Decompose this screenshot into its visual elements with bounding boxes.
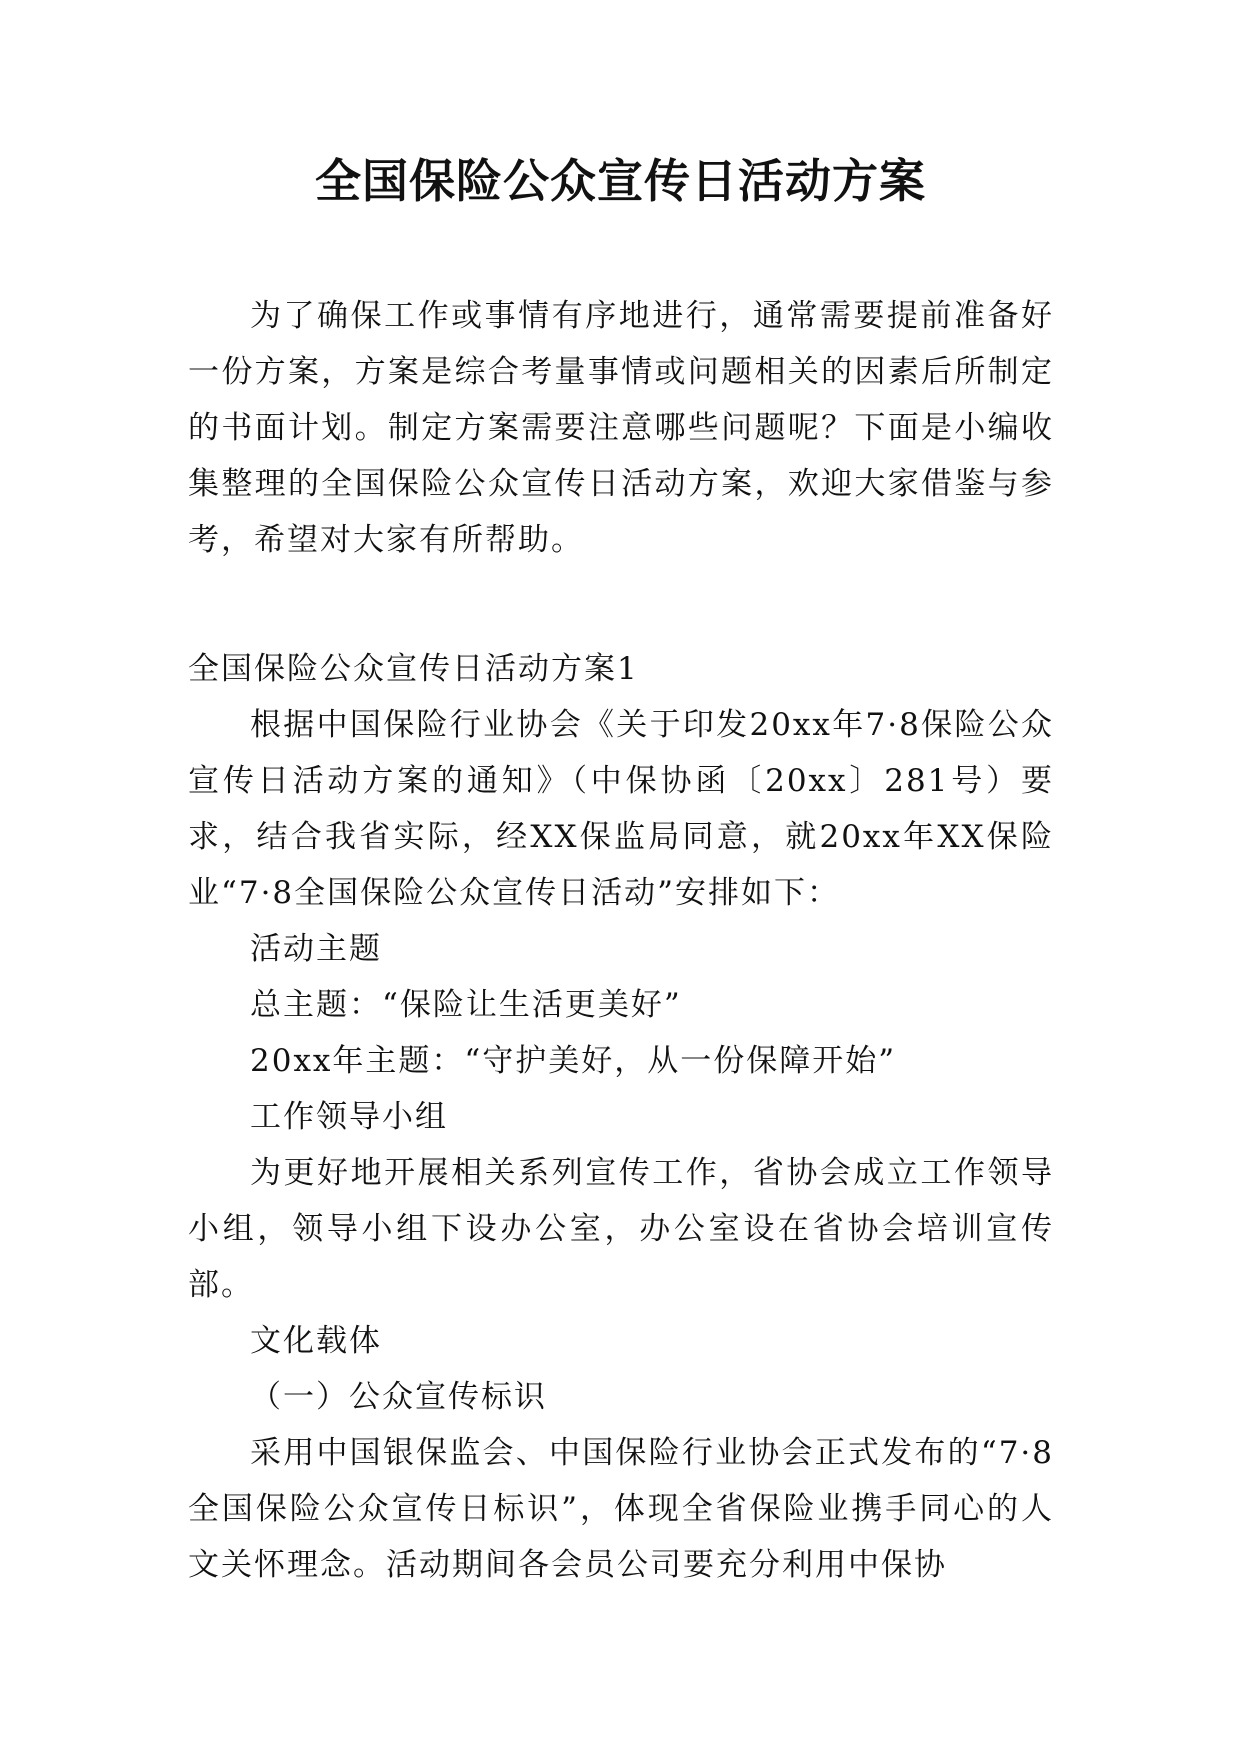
- annual-theme: 20xx年主题：“守护美好，从一份保障开始”: [250, 1043, 897, 1079]
- document-title: 全国保险公众宣传日活动方案: [315, 154, 926, 208]
- general-theme: 总主题：“保险让生活更美好”: [250, 987, 682, 1023]
- intro-paragraph: 为了确保工作或事情有序地进行，通常需要提前准备好一份方案，方案是综合考量事情或问题相关的因素后所制定的书面计划。制定方案需要注意哪些问题呢？下面是小编收集整理的全国保险公众宣传日活动方案，欢迎大家借鉴与参考，希望对大家有所帮助。: [188, 298, 1054, 558]
- section-block: [188, 641, 1054, 1593]
- section-heading: 全国保险公众宣传日活动方案1: [188, 651, 639, 687]
- heading-leading-group: 工作领导小组: [250, 1099, 448, 1135]
- heading-cultural-carrier: 文化载体: [250, 1323, 382, 1359]
- heading-activity-theme: 活动主题: [250, 931, 382, 967]
- paragraph-public-logo: 采用中国银保监会、中国保险行业协会正式发布的“7·8全国保险公众宣传日标识”，体现全省保险业携手同心的人文关怀理念。活动期间各会员公司要充分利用中保协: [188, 1435, 1054, 1583]
- paragraph-leading-group: 为更好地开展相关系列宣传工作，省协会成立工作领导小组，领导小组下设办公室，办公室设在省协会培训宣传部。: [188, 1155, 1054, 1303]
- intro-block: [188, 288, 1054, 568]
- paragraph-basis: 根据中国保险行业协会《关于印发20xx年7·8保险公众宣传日活动方案的通知》（中保协函〔20xx〕281号）要求，结合我省实际，经XX保监局同意，就20xx年XX保险业“7·8全国保险公众宣传日活动”安排如下：: [188, 707, 1054, 911]
- subheading-public-logo: （一）公众宣传标识: [250, 1379, 547, 1415]
